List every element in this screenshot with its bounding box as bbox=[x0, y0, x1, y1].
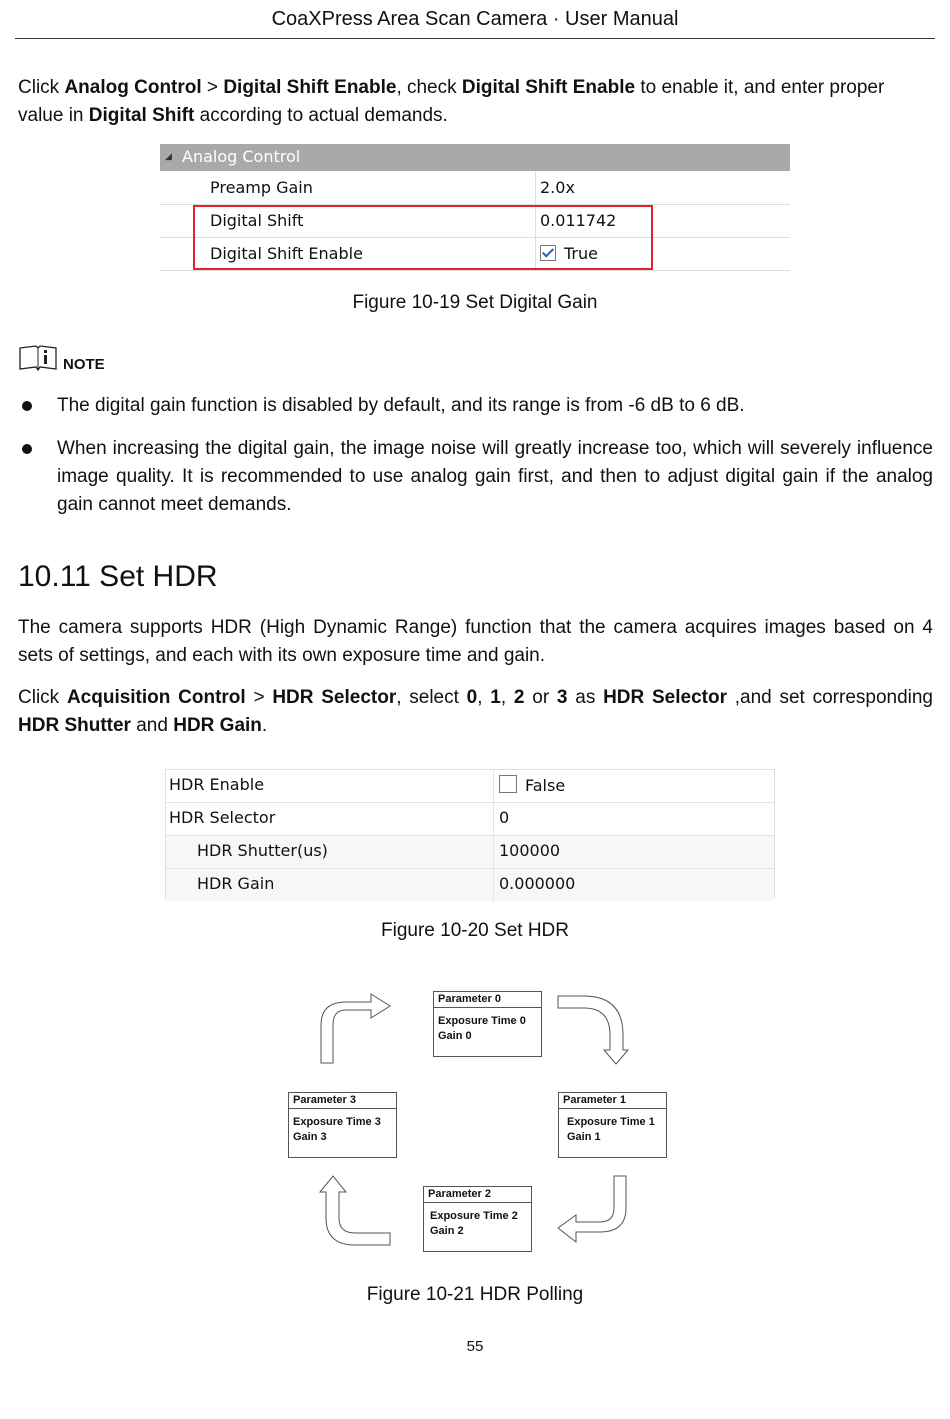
collapse-triangle-icon[interactable]: ◢ bbox=[165, 152, 172, 162]
gain-label: Gain 3 bbox=[293, 1131, 327, 1143]
row-value[interactable]: 0.011742 bbox=[540, 211, 617, 230]
highlight-box bbox=[193, 205, 653, 270]
section-paragraph-1: The camera supports HDR (High Dynamic Range) function that the camera acquires images based on 4 sets of settings, and each with its own exposure time and gain. bbox=[18, 617, 933, 666]
row-value[interactable]: 0.000000 bbox=[499, 874, 576, 893]
gain-label: Gain 2 bbox=[430, 1225, 464, 1237]
row-label: HDR Enable bbox=[169, 775, 265, 794]
row-label: HDR Shutter(us) bbox=[197, 841, 328, 860]
note-item: The digital gain function is disabled by default, and its range is from -6 dB to 6 dB. bbox=[57, 395, 745, 416]
table-row[interactable] bbox=[166, 836, 774, 869]
analog-control-title: Analog Control bbox=[182, 147, 301, 166]
intro-text-4: to enable it, and enter proper value in bbox=[18, 77, 885, 126]
bold-hdr-selector-2: HDR Selector bbox=[603, 687, 727, 708]
hdr-polling-diagram bbox=[0, 980, 950, 1270]
exposure-label: Exposure Time 0 bbox=[438, 1015, 526, 1027]
parameter-1-box bbox=[558, 1092, 667, 1158]
figure-caption-10-20: Figure 10-20 Set HDR bbox=[381, 920, 569, 941]
bold-hdr-selector: HDR Selector bbox=[272, 687, 397, 708]
section-paragraph-2: Click Acquisition Control > HDR Selector, select 0, 1, 2 or 3 as HDR Selector ,and set corresponding HDR Shutter and HDR Gain. bbox=[18, 687, 934, 736]
parameter-3-box bbox=[288, 1092, 397, 1158]
checkbox-label: True bbox=[564, 244, 598, 263]
hdr-table bbox=[165, 769, 775, 899]
arrow-icon bbox=[558, 1176, 626, 1242]
parameter-title: Parameter 3 bbox=[289, 1093, 396, 1109]
note-label: NOTE bbox=[63, 356, 105, 373]
intro-bold-analog-control: Analog Control bbox=[64, 77, 202, 98]
checkbox-unchecked-icon[interactable] bbox=[499, 775, 517, 793]
parameter-2-box bbox=[423, 1186, 532, 1252]
page-number: 55 bbox=[466, 1338, 484, 1355]
bold-hdr-shutter: HDR Shutter bbox=[18, 715, 131, 736]
row-label: HDR Gain bbox=[197, 874, 275, 893]
gain-label: Gain 0 bbox=[438, 1030, 472, 1042]
intro-text-5: according to actual demands. bbox=[194, 105, 448, 126]
bullet-icon bbox=[22, 444, 32, 454]
intro-bold-digital-shift: Digital Shift bbox=[88, 105, 195, 126]
note-icon bbox=[18, 344, 58, 377]
running-header: CoaXPress Area Scan Camera · User Manual bbox=[271, 8, 679, 30]
section-heading: 10.11 Set HDR bbox=[18, 560, 218, 593]
exposure-label: Exposure Time 2 bbox=[430, 1210, 518, 1222]
parameter-0-box bbox=[433, 991, 542, 1057]
bold-hdr-gain: HDR Gain bbox=[173, 715, 262, 736]
table-row[interactable] bbox=[166, 770, 774, 803]
exposure-label: Exposure Time 3 bbox=[293, 1116, 381, 1128]
figure-caption-10-19: Figure 10-19 Set Digital Gain bbox=[352, 292, 598, 313]
analog-control-header[interactable] bbox=[160, 144, 790, 171]
figure-caption-10-21: Figure 10-21 HDR Polling bbox=[366, 1284, 584, 1305]
table-row[interactable] bbox=[160, 172, 790, 205]
row-value[interactable]: 100000 bbox=[499, 841, 561, 860]
exposure-label: Exposure Time 1 bbox=[567, 1116, 655, 1128]
checkbox-label: False bbox=[525, 776, 566, 795]
parameter-title: Parameter 0 bbox=[434, 992, 541, 1008]
header-rule bbox=[15, 38, 935, 39]
bold-acquisition-control: Acquisition Control bbox=[66, 687, 246, 708]
row-label: Digital Shift bbox=[210, 211, 304, 230]
table-row[interactable] bbox=[166, 869, 774, 901]
arrow-icon bbox=[558, 996, 628, 1064]
arrow-icon bbox=[321, 994, 390, 1063]
row-label: HDR Selector bbox=[169, 808, 276, 827]
row-value[interactable]: 2.0x bbox=[540, 178, 575, 197]
intro-paragraph bbox=[18, 74, 933, 130]
gain-label: Gain 1 bbox=[567, 1131, 601, 1143]
table-row[interactable] bbox=[166, 803, 774, 836]
row-value bbox=[499, 775, 565, 795]
row-label: Digital Shift Enable bbox=[210, 244, 363, 263]
note-item: When increasing the digital gain, the image noise will greatly increase too, which will severely influence image quality. It is recommended to use analog gain first, and then to adjust digital gain if the analog gain cannot meet demands. bbox=[57, 438, 933, 515]
intro-text-2: > bbox=[201, 77, 224, 98]
intro-text-3: , check bbox=[396, 77, 462, 98]
parameter-title: Parameter 1 bbox=[559, 1093, 666, 1109]
parameter-title: Parameter 2 bbox=[424, 1187, 531, 1203]
bullet-icon bbox=[22, 401, 32, 411]
intro-bold-digital-shift-enable: Digital Shift Enable bbox=[223, 77, 397, 98]
row-value[interactable]: 0 bbox=[499, 808, 510, 827]
intro-text-1: Click bbox=[18, 77, 65, 98]
intro-bold-digital-shift-enable-2: Digital Shift Enable bbox=[461, 77, 636, 98]
row-label: Preamp Gain bbox=[210, 178, 313, 197]
arrow-icon bbox=[320, 1176, 390, 1245]
